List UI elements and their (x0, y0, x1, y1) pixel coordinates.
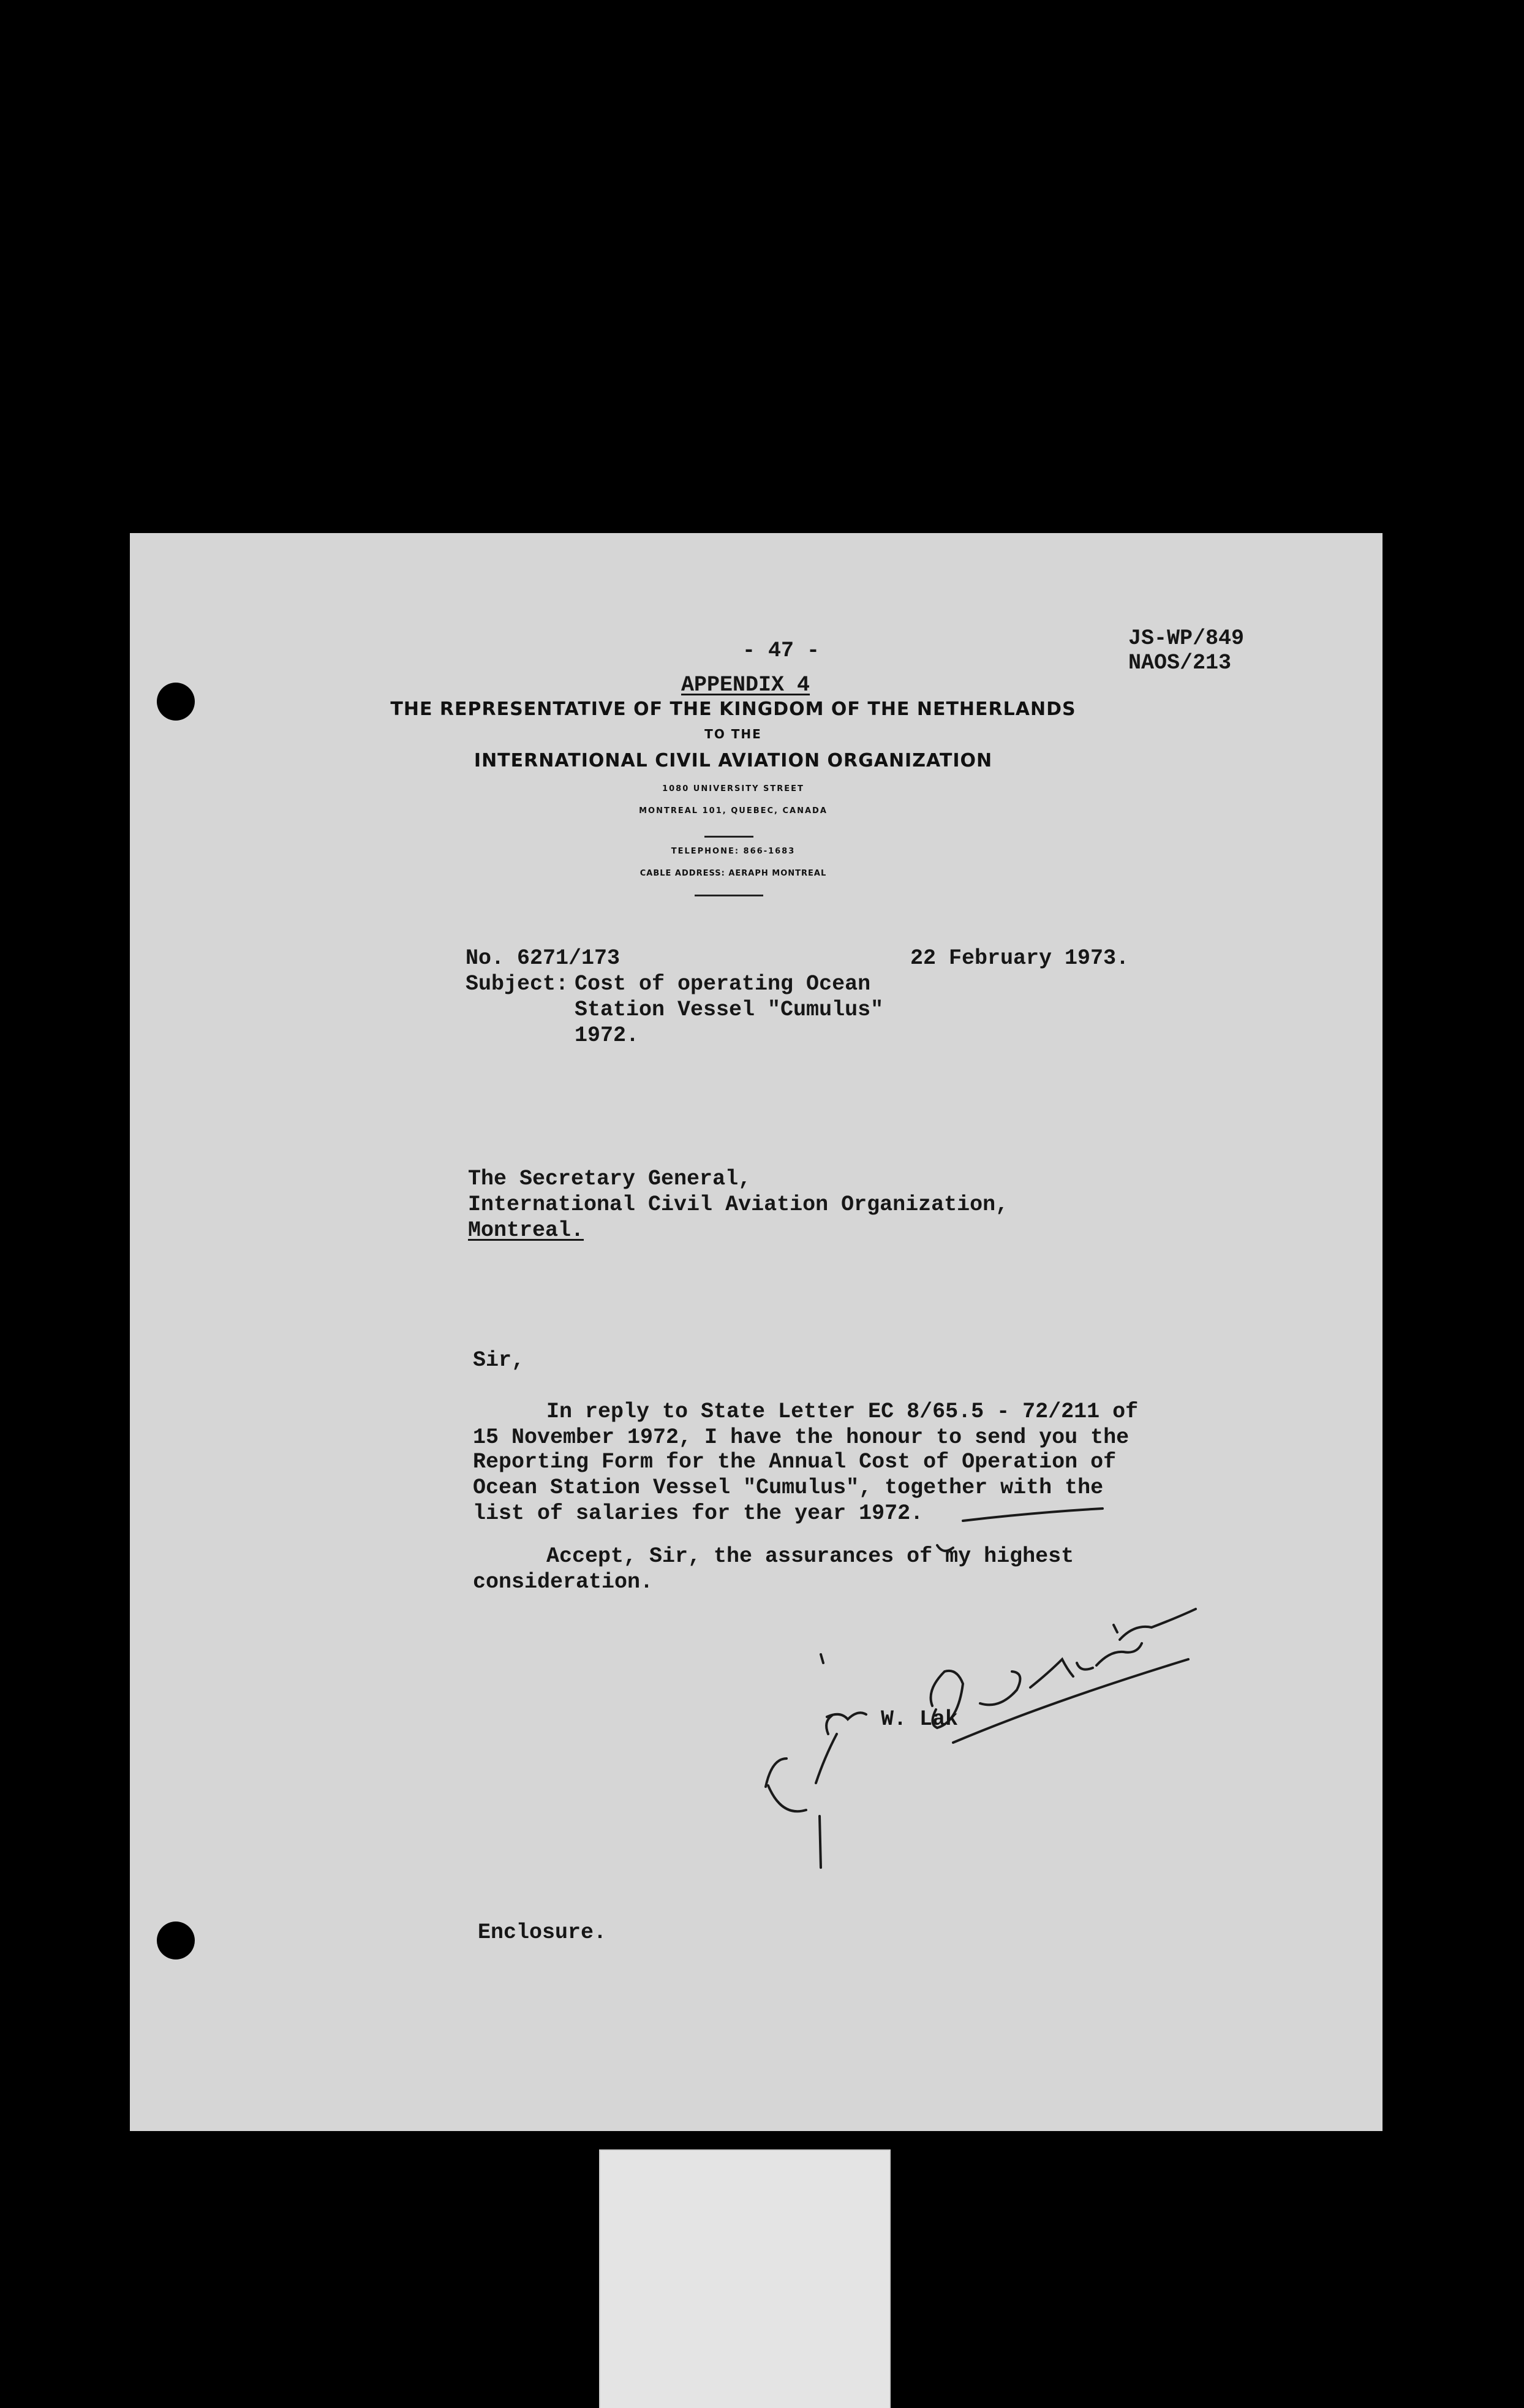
signatory-name: W. Lak (881, 1707, 959, 1732)
letterhead-organization: INTERNATIONAL CIVIL AVIATION ORGANIZATION (473, 750, 993, 771)
subject-label: Subject: (466, 972, 569, 996)
addressee-title: The Secretary General, (468, 1167, 752, 1191)
pen-stroke (1114, 1625, 1117, 1632)
letterhead-address-street: 1080 UNIVERSITY STREET (662, 784, 804, 793)
pen-stroke (766, 1759, 787, 1787)
letterhead-to-the: TO THE (704, 727, 762, 741)
subject-line: Station Vessel "Cumulus" (575, 998, 884, 1022)
pen-stroke (980, 1672, 1020, 1705)
letter-page (130, 533, 1383, 2131)
closing-line: Accept, Sir, the assurances of my highest (546, 1544, 1074, 1569)
subject-line: Cost of operating Ocean (575, 972, 871, 996)
letter-date: 22 February 1973. (910, 946, 1130, 971)
body-line: Ocean Station Vessel "Cumulus", together with the (473, 1475, 1104, 1500)
pen-stroke (937, 1545, 953, 1551)
addressee-organization: International Civil Aviation Organization, (468, 1192, 1009, 1217)
target-card (599, 2149, 891, 2408)
letterhead-address-city: MONTREAL 101, QUEBEC, CANADA (639, 806, 828, 816)
pen-stroke (821, 1654, 823, 1663)
appendix-label: APPENDIX 4 (681, 673, 810, 697)
pen-stroke (768, 1785, 806, 1811)
letter-number: No. 6271/173 (466, 946, 621, 971)
addressee-city: Montreal. (468, 1218, 584, 1243)
letterhead-cable-address: CABLE ADDRESS: AERAPH MONTREAL (639, 869, 827, 878)
document-reference-1: JS-WP/849 (1128, 626, 1245, 651)
letterhead-telephone: TELEPHONE: 866-1683 (671, 847, 796, 856)
salutation: Sir, (473, 1348, 525, 1372)
document-reference-2: NAOS/213 (1128, 651, 1232, 675)
pen-stroke (963, 1509, 1103, 1521)
page-number: - 47 - (742, 638, 820, 663)
body-line: Reporting Form for the Annual Cost of Operation of (473, 1450, 1117, 1474)
pen-stroke (1120, 1609, 1196, 1640)
handwritten-signature (130, 533, 1383, 2131)
body-line: In reply to State Letter EC 8/65.5 - 72/211 of (546, 1399, 1139, 1424)
pen-stroke (1077, 1663, 1093, 1670)
subject-line: 1972. (575, 1023, 639, 1048)
pen-stroke (1030, 1659, 1073, 1687)
body-line: 15 November 1972, I have the honour to send you the (473, 1425, 1130, 1450)
enclosure-note: Enclosure. (478, 1920, 607, 1945)
pen-stroke (820, 1816, 821, 1868)
closing-line: consideration. (473, 1570, 654, 1594)
pen-stroke (826, 1716, 832, 1734)
body-line: list of salaries for the year 1972. (473, 1501, 924, 1526)
pen-stroke (1096, 1643, 1142, 1665)
pen-stroke (816, 1734, 837, 1783)
signature-strokes (766, 1509, 1196, 1868)
letterhead-title: THE REPRESENTATIVE OF THE KINGDOM OF THE NETHERLANDS (390, 699, 1076, 720)
